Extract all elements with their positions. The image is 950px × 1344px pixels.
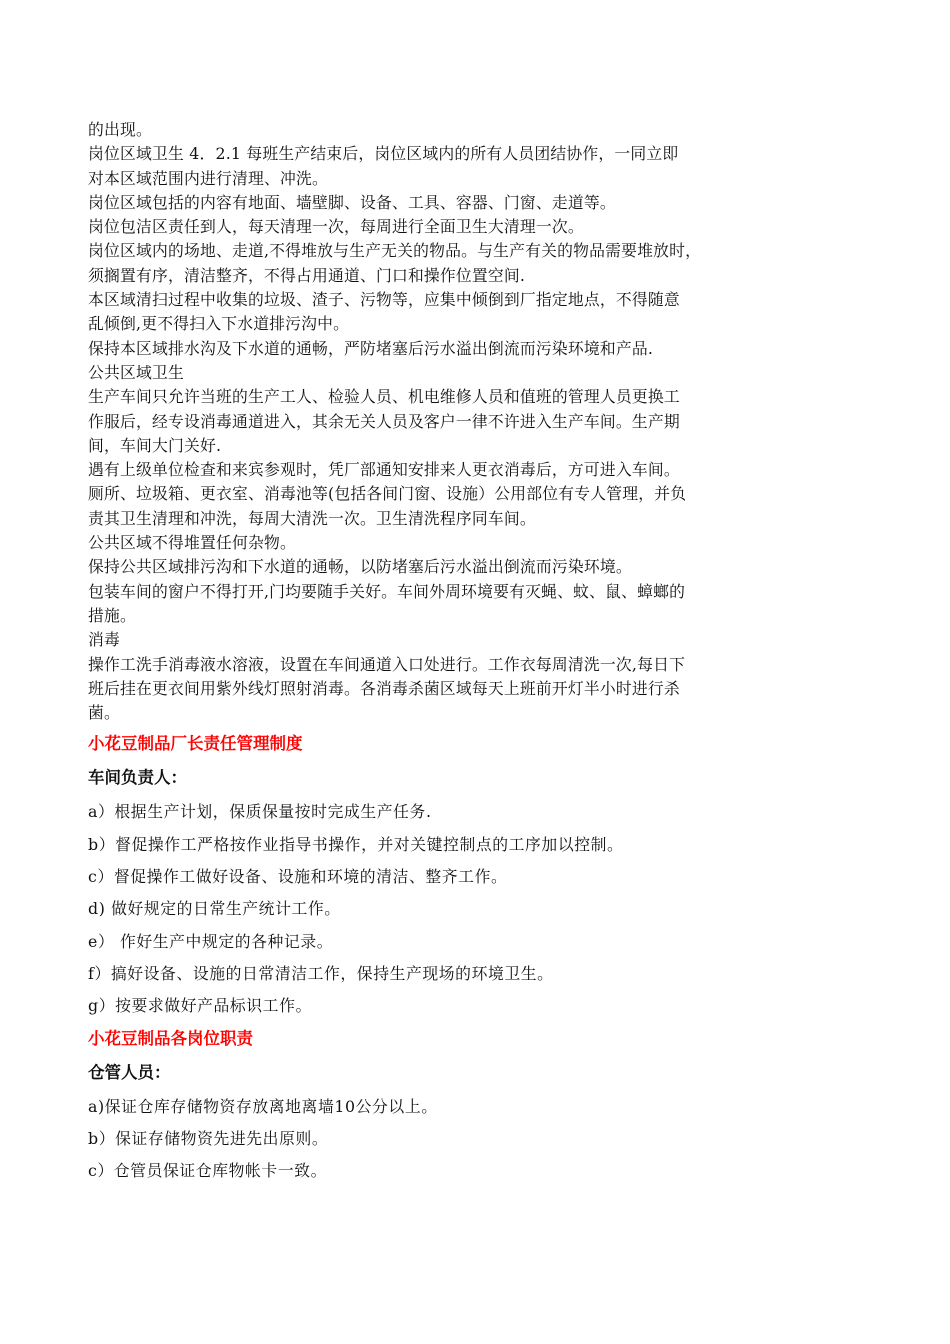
body-line: 生产车间只允许当班的生产工人、检验人员、机电维修人员和值班的管理人员更换工 xyxy=(88,387,680,407)
list-item: a）根据生产计划，保质保量按时完成生产任务. xyxy=(88,802,432,822)
list-item: c）仓管员保证仓库物帐卡一致。 xyxy=(88,1161,328,1181)
list-item: f）搞好设备、设施的日常清洁工作，保持生产现场的环境卫生。 xyxy=(88,963,554,983)
section-subtitle: 仓管人员： xyxy=(88,1062,171,1082)
body-text-block xyxy=(88,118,838,725)
section-factory-director-responsibility xyxy=(88,733,838,1017)
body-line: 保持公共区域排污沟和下水道的通畅，以防堵塞后污水溢出倒流而污染环境。 xyxy=(88,557,632,577)
list-item: e） 作好生产中规定的各种记录。 xyxy=(88,931,334,951)
body-line: 班后挂在更衣间用紫外线灯照射消毒。各消毒杀菌区域每天上班前开灯半小时进行杀 xyxy=(88,678,680,698)
section-title: 小花豆制品厂长责任管理制度 xyxy=(88,734,303,754)
body-line: 岗位区域包括的内容有地面、墙壁脚、设备、工具、容器、门窗、走道等。 xyxy=(88,192,616,212)
body-line: 保持本区域排水沟及下水道的通畅，严防堵塞后污水溢出倒流而污染环境和产品. xyxy=(88,338,654,358)
body-line: 须搁置有序，清洁整齐，不得占用通道、门口和操作位置空间. xyxy=(88,265,526,285)
body-line: 操作工洗手消毒液水溶液，设置在车间通道入口处进行。工作衣每周清洗一次,每日下 xyxy=(88,654,686,674)
list-item: b）督促操作工严格按作业指导书操作，并对关键控制点的工序加以控制。 xyxy=(88,834,624,854)
list-item: c）督促操作工做好设备、设施和环境的清洁、整齐工作。 xyxy=(88,867,508,887)
section-title: 小花豆制品各岗位职责 xyxy=(88,1028,253,1048)
body-line: 间，车间大门关好. xyxy=(88,435,222,455)
body-line: 公共区域卫生 xyxy=(88,362,184,382)
section-subtitle: 车间负责人： xyxy=(88,768,187,788)
body-line: 对本区域范围内进行清理、冲洗。 xyxy=(88,168,328,188)
body-line: 岗位区域卫生 4．2.1 每班生产结束后，岗位区域内的所有人员团结协作，一同立即 xyxy=(88,144,679,164)
list-item: g）按要求做好产品标识工作。 xyxy=(88,996,312,1016)
body-line: 厕所、垃圾箱、更衣室、消毒池等(包括各间门窗、设施）公用部位有专人管理，并负 xyxy=(88,484,687,504)
body-line: 的出现。 xyxy=(88,120,152,139)
body-line: 本区域清扫过程中收集的垃圾、渣子、污物等，应集中倾倒到厂指定地点，不得随意 xyxy=(88,290,680,310)
body-line: 作服后，经专设消毒通道进入，其余无关人员及客户一律不许进入生产车间。生产期 xyxy=(88,411,680,431)
body-line: 岗位包洁区责任到人，每天清理一次，每周进行全面卫生大清理一次。 xyxy=(88,217,584,237)
body-line: 公共区域不得堆置任何杂物。 xyxy=(88,533,296,553)
body-line: 岗位区域内的场地、走道,不得堆放与生产无关的物品。与生产有关的物品需要堆放时， xyxy=(88,241,702,261)
list-item: a)保证仓库存储物资存放离地离墙10公分以上。 xyxy=(88,1096,438,1116)
body-line: 措施。 xyxy=(88,605,136,625)
section-job-responsibilities xyxy=(88,1028,838,1183)
list-item: b）保证存储物资先进先出原则。 xyxy=(88,1128,329,1148)
body-line: 消毒 xyxy=(88,630,120,650)
body-line: 菌。 xyxy=(88,703,120,723)
body-line: 乱倾倒,更不得扫入下水道排污沟中。 xyxy=(88,314,350,334)
body-line: 包装车间的窗户不得打开,门均要随手关好。车间外周环境要有灭蝇、蚊、鼠、蟑螂的 xyxy=(88,581,686,601)
list-item: d) 做好规定的日常生产统计工作。 xyxy=(88,899,341,919)
body-line: 遇有上级单位检查和来宾参观时，凭厂部通知安排来人更衣消毒后，方可进入车间。 xyxy=(88,460,680,480)
body-line: 责其卫生清理和冲洗，每周大清洗一次。卫生清洗程序同车间。 xyxy=(88,508,536,528)
